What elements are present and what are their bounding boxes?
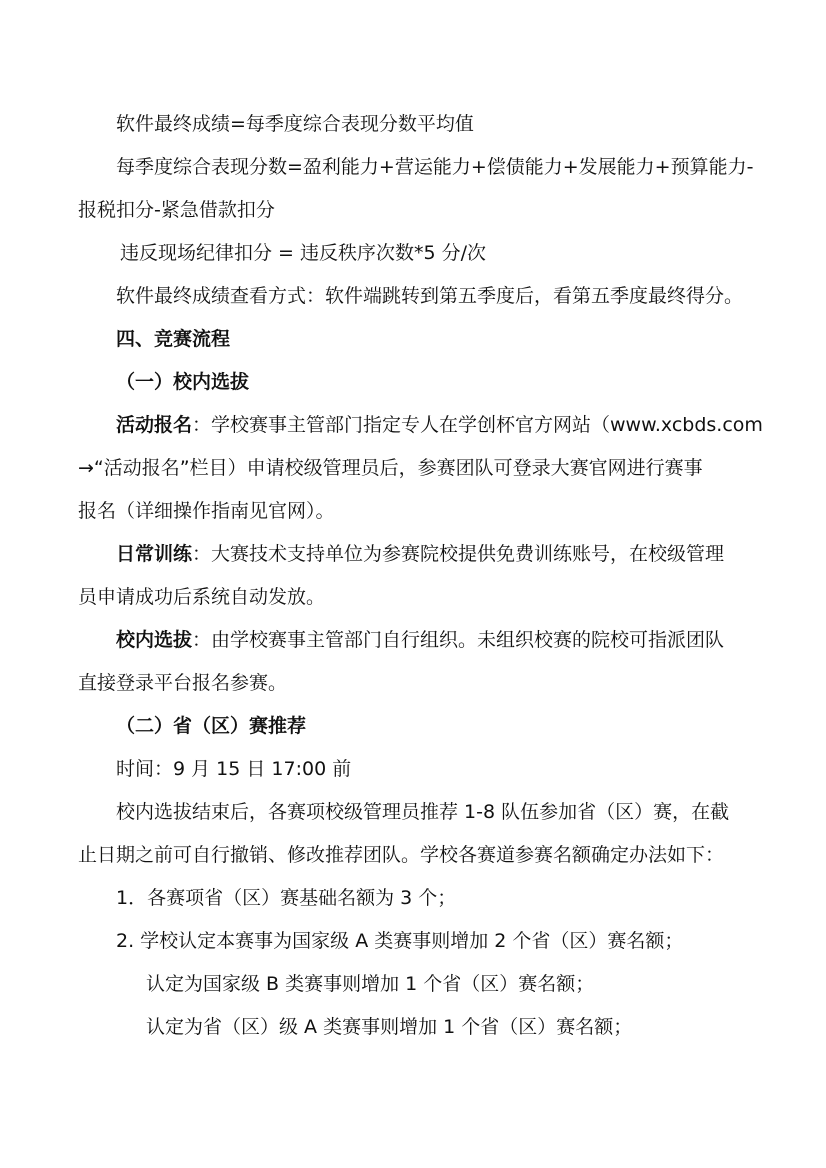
subsection-heading-selection: （一）校内选拔	[116, 371, 250, 393]
deadline-time: 时间：9 月 15 日 17:00 前	[116, 758, 352, 780]
paragraph-registration-line3: 报名（详细操作指南见官网）。	[78, 500, 335, 522]
selection-label: 校内选拔	[116, 629, 193, 651]
list-item-2-sub-b: 认定为省（区）级 A 类赛事则增加 1 个省（区）赛名额；	[146, 1016, 633, 1038]
registration-text: ：学校赛事主管部门指定专人在学创杯官方网站（www.xcbds.com	[192, 414, 763, 436]
section-heading-process: 四、竞赛流程	[116, 328, 231, 350]
formula-discipline-deduction: 违反现场纪律扣分 = 违反秩序次数*5 分/次	[120, 242, 487, 264]
paragraph-recommendation-line2: 止日期之前可自行撤销、修改推荐团队。学校各赛道参赛名额确定办法如下：	[78, 844, 725, 866]
formula-final-score: 软件最终成绩=每季度综合表现分数平均值	[116, 113, 474, 135]
paragraph-selection-line2: 直接登录平台报名参赛。	[78, 672, 288, 694]
formula-quarter-score: 每季度综合表现分数=盈利能力+营运能力+偿债能力+发展能力+预算能力-	[116, 156, 754, 178]
list-item-1: 1．各赛项省（区）赛基础名额为 3 个；	[116, 887, 457, 909]
paragraph-training	[116, 542, 724, 566]
formula-quarter-score-cont: 报税扣分-紧急借款扣分	[78, 199, 275, 221]
score-view-method: 软件最终成绩查看方式：软件端跳转到第五季度后，看第五季度最终得分。	[116, 285, 744, 307]
paragraph-selection	[116, 628, 724, 652]
registration-label: 活动报名	[116, 414, 193, 436]
training-text: ：大赛技术支持单位为参赛院校提供免费训练账号，在校级管理	[192, 543, 725, 565]
selection-text: ：由学校赛事主管部门自行组织。未组织校赛的院校可指派团队	[192, 629, 725, 651]
list-item-2: 2. 学校认定本赛事为国家级 A 类赛事则增加 2 个省（区）赛名额；	[116, 930, 684, 952]
paragraph-registration-line2: →“活动报名”栏目）申请校级管理员后，参赛团队可登录大赛官网进行赛事	[78, 457, 703, 479]
subsection-heading-recommendation: （二）省（区）赛推荐	[116, 715, 307, 737]
paragraph-registration	[116, 413, 763, 437]
paragraph-recommendation: 校内选拔结束后，各赛项校级管理员推荐 1-8 队伍参加省（区）赛，在截	[116, 801, 730, 823]
paragraph-training-line2: 员申请成功后系统自动发放。	[78, 586, 326, 608]
list-item-2-sub-a: 认定为国家级 B 类赛事则增加 1 个省（区）赛名额；	[146, 973, 595, 995]
training-label: 日常训练	[116, 543, 193, 565]
